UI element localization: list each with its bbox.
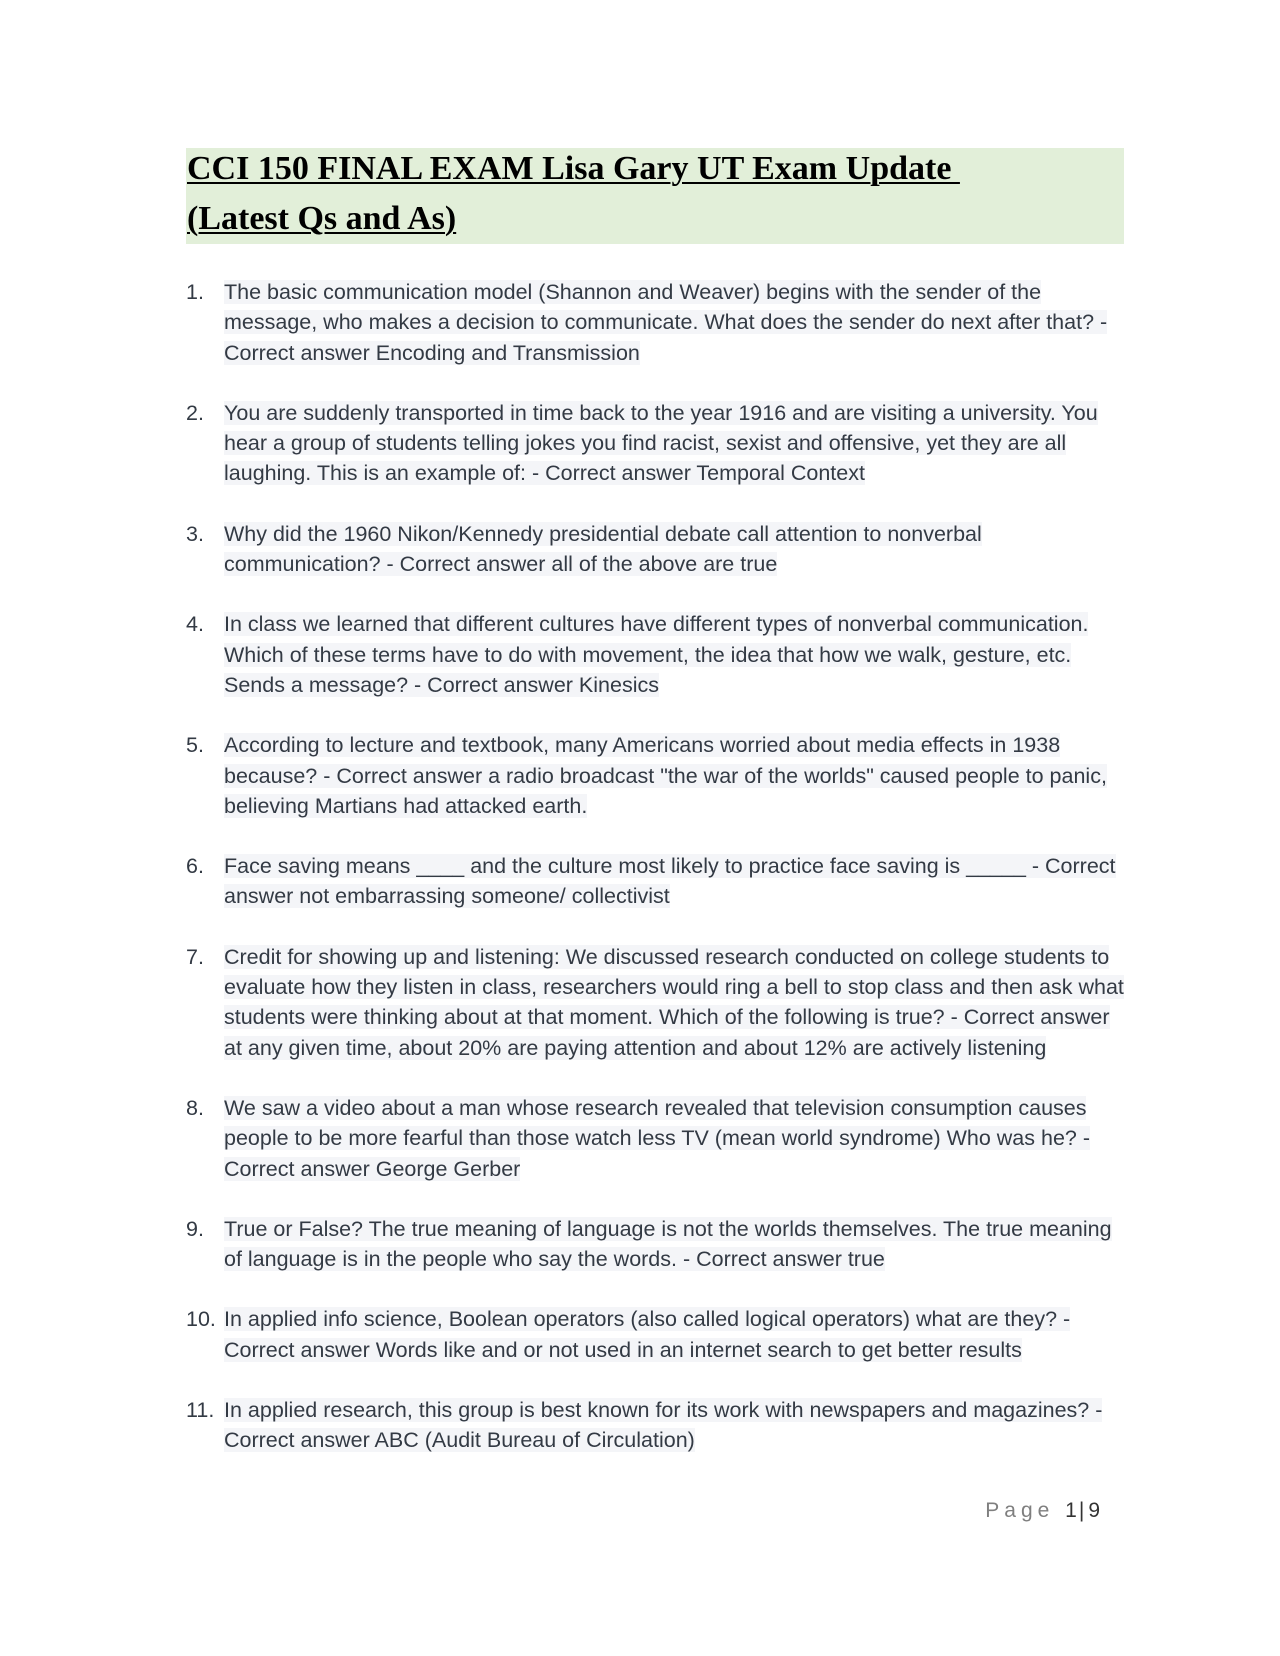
title-line-2: (Latest Qs and As) [187, 200, 457, 237]
question-number: 10. [186, 1307, 216, 1332]
question-text: In applied info science, Boolean operators (also called logical operators) what are they? - Correct answer Words like and or not used in an internet search to get better results [224, 1307, 1071, 1362]
question-number: 2. [186, 400, 204, 425]
question-text: We saw a video about a man whose research revealed that television consumption causes people to be more fearful than those watch less TV (mean world syndrome) Who was he? - Correct answer George Gerber [224, 1095, 1090, 1181]
question-item-7 [186, 942, 1126, 1063]
question-item-10 [186, 1304, 1126, 1365]
page-label: Page [985, 1499, 1055, 1522]
question-number: 11. [186, 1398, 215, 1423]
question-text: According to lecture and textbook, many Americans worried about media effects in 1938 because? - Correct answer a radio broadcast "the war of the worlds" caused people to panic, believing Martians had attacked earth. [224, 733, 1107, 818]
question-number: 7. [186, 944, 204, 969]
question-item-2 [186, 398, 1126, 489]
question-item-4 [186, 609, 1126, 700]
question-list [186, 277, 1126, 1486]
page-total: 9 [1088, 1499, 1100, 1522]
question-item-6 [186, 851, 1126, 912]
question-item-5 [186, 730, 1126, 821]
question-text: Why did the 1960 Nikon/Kennedy presidential debate call attention to nonverbal communication? - Correct answer all of the above are true [224, 521, 982, 577]
question-text: In class we learned that different cultures have different types of nonverbal communication. Which of these terms have to do with movement, the idea that how we walk, gesture, etc. Sends a message? - Correct answer Kinesics [224, 612, 1089, 697]
question-number: 8. [186, 1095, 204, 1120]
question-item-1 [186, 277, 1126, 368]
page-number: 1 [1065, 1499, 1077, 1522]
page-footer [985, 1499, 1100, 1523]
question-text: Credit for showing up and listening: We discussed research conducted on college students to evaluate how they listen in class, researchers would ring a bell to stop class and then ask what students were thinking about at that moment. Which of the following is true? - Correct answer at any given time, about 20% are paying attention and about 12% are actively listening [224, 944, 1124, 1060]
question-number: 6. [186, 854, 204, 879]
question-number: 9. [186, 1216, 204, 1241]
question-text: You are suddenly transported in time back to the year 1916 and are visiting a university. You hear a group of students telling jokes you find racist, sexist and offensive, yet they are all laughing. This is an example of: - Correct answer Temporal Context [224, 400, 1098, 486]
question-text: Face saving means ____ and the culture most likely to practice face saving is _____ - Correct answer not embarrassing someone/ collectivist [224, 854, 1116, 909]
question-item-9 [186, 1214, 1126, 1275]
title-line-1: CCI 150 FINAL EXAM Lisa Gary UT Exam Update [187, 150, 960, 187]
question-text: The basic communication model (Shannon and Weaver) begins with the sender of the message, who makes a decision to communicate. What does the sender do next after that? - Correct answer Encoding and Transmission [224, 280, 1108, 365]
question-text: In applied research, this group is best known for its work with newspapers and magazines? - Correct answer ABC (Audit Bureau of Circulation) [224, 1398, 1103, 1453]
question-item-3 [186, 519, 1126, 580]
question-number: 4. [186, 612, 204, 637]
page-separator: | [1078, 1499, 1085, 1522]
question-item-11 [186, 1395, 1126, 1456]
title-highlight-block [186, 148, 1124, 244]
question-number: 1. [186, 280, 204, 304]
question-number: 5. [186, 733, 204, 758]
question-number: 3. [186, 521, 204, 546]
question-text: True or False? The true meaning of language is not the worlds themselves. The true meaning of language is in the people who say the words. - Correct answer true [224, 1216, 1112, 1272]
question-item-8 [186, 1093, 1126, 1184]
